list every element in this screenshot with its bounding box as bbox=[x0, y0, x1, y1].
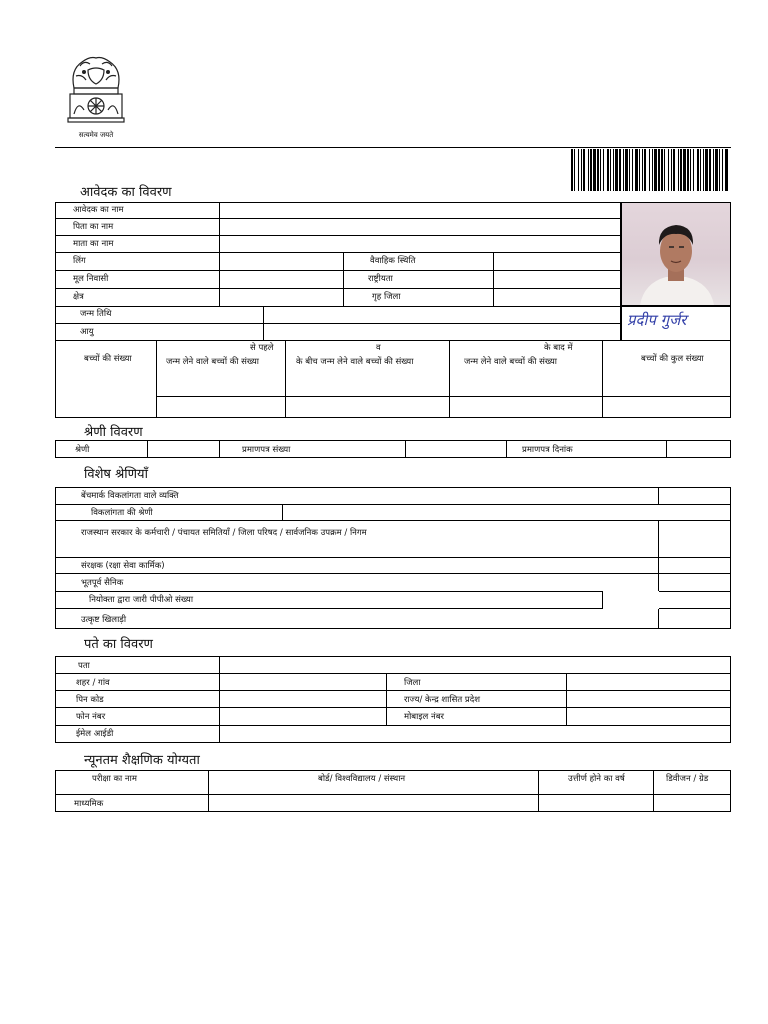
cert-date-label: प्रमाणपत्र दिनांक bbox=[522, 445, 573, 455]
col-divider bbox=[666, 440, 667, 458]
barcode-bar bbox=[593, 149, 596, 191]
national-emblem-icon bbox=[60, 48, 132, 143]
row-dob bbox=[55, 306, 621, 324]
dob-label: जन्म तिथि bbox=[80, 309, 112, 319]
barcode-icon bbox=[570, 149, 730, 191]
father-label: पिता का नाम bbox=[73, 222, 114, 232]
row-mother bbox=[55, 235, 621, 253]
barcode-bar bbox=[613, 149, 614, 191]
col-divider bbox=[405, 440, 406, 458]
barcode-bar bbox=[661, 149, 663, 191]
barcode-bar bbox=[639, 149, 640, 191]
category-section-title: श्रेणी विवरण bbox=[84, 425, 143, 440]
row-age bbox=[55, 323, 621, 341]
barcode-bar bbox=[615, 149, 618, 191]
col-divider bbox=[602, 340, 603, 418]
email-label: ईमेल आईडी bbox=[76, 729, 114, 739]
col-divider bbox=[156, 340, 157, 418]
barcode-bar bbox=[642, 149, 643, 191]
home-district-label: गृह जिला bbox=[372, 292, 401, 302]
barcode-bar bbox=[578, 149, 579, 191]
barcode-bar bbox=[583, 149, 585, 191]
barcode-bar bbox=[623, 149, 624, 191]
barcode-bar bbox=[588, 149, 589, 191]
header-divider bbox=[55, 147, 731, 148]
row-father bbox=[55, 218, 621, 236]
barcode-bar bbox=[574, 149, 575, 191]
edu-col-board: बोर्ड/ विश्वविद्यालय / संस्थान bbox=[318, 774, 406, 784]
children-count-label: बच्चों की संख्या bbox=[84, 354, 132, 364]
barcode-bar bbox=[715, 149, 718, 191]
children-between-top: व bbox=[376, 343, 381, 353]
barcode-bar bbox=[610, 149, 611, 191]
edu-col-division: डिवीजन / ग्रेड bbox=[666, 774, 709, 784]
barcode-bar bbox=[658, 149, 660, 191]
barcode-bar bbox=[600, 149, 601, 191]
col-divider bbox=[219, 252, 344, 307]
row-name bbox=[55, 202, 621, 219]
barcode-bar bbox=[703, 149, 704, 191]
barcode-bar bbox=[693, 149, 694, 191]
children-after-label: जन्म लेने वाले बच्चों की संख्या bbox=[464, 357, 558, 367]
special-row-7: उत्कृष्ट खिलाड़ी bbox=[81, 615, 127, 625]
barcode-bar bbox=[581, 149, 582, 191]
col-divider bbox=[653, 770, 654, 812]
applicant-signature: प्रदीप गुर्जर bbox=[627, 311, 687, 329]
barcode-bar bbox=[597, 149, 599, 191]
special-row-6: नियोक्ता द्वारा जारी पीपीओ संख्या bbox=[89, 595, 194, 605]
barcode-bar bbox=[619, 149, 621, 191]
barcode-bar bbox=[654, 149, 657, 191]
barcode-bar bbox=[683, 149, 686, 191]
ppo-value-cell bbox=[602, 591, 659, 609]
barcode-bar bbox=[680, 149, 682, 191]
col-divider bbox=[449, 340, 450, 418]
barcode-bar bbox=[652, 149, 653, 191]
region-label: क्षेत्र bbox=[73, 292, 84, 302]
state-label: राज्य/ केन्द्र शासित प्रदेश bbox=[404, 695, 481, 705]
barcode-bar bbox=[590, 149, 592, 191]
children-after-top: के बाद में bbox=[544, 343, 573, 353]
barcode-bar bbox=[671, 149, 672, 191]
barcode-bar bbox=[722, 149, 723, 191]
children-between-label: के बीच जन्म लेने वाले बच्चों की संख्या bbox=[296, 357, 414, 367]
children-total-label: बच्चों की कुल संख्या bbox=[641, 354, 704, 364]
col-divider bbox=[219, 656, 220, 743]
barcode-bar bbox=[603, 149, 604, 191]
barcode-bar bbox=[719, 149, 720, 191]
cert-no-label: प्रमाणपत्र संख्या bbox=[242, 445, 291, 455]
pin-label: पिन कोड bbox=[76, 695, 104, 705]
barcode-bar bbox=[571, 149, 573, 191]
barcode-bar bbox=[705, 149, 708, 191]
barcode-bar bbox=[709, 149, 711, 191]
address-label: पता bbox=[78, 661, 90, 671]
col-divider bbox=[263, 306, 264, 341]
barcode-bar bbox=[664, 149, 665, 191]
special-row-3: राजस्थान सरकार के कर्मचारी / पंचायत समितियाँ / जिला परिषद / सार्वजनिक उपक्रम / निगम bbox=[81, 528, 367, 538]
col-divider bbox=[147, 440, 220, 458]
barcode-bar bbox=[678, 149, 679, 191]
barcode-bar bbox=[697, 149, 699, 191]
children-before-top: से पहले bbox=[250, 343, 274, 353]
col-divider bbox=[538, 770, 539, 812]
edu-col-exam: परीक्षा का नाम bbox=[92, 774, 137, 784]
nationality-label: राष्ट्रीयता bbox=[368, 274, 393, 284]
mobile-label: मोबाइल नंबर bbox=[404, 712, 445, 722]
barcode-bar bbox=[607, 149, 609, 191]
district-label: जिला bbox=[404, 678, 421, 688]
col-divider bbox=[506, 440, 507, 458]
children-row-divider bbox=[156, 396, 731, 397]
address-section-title: पते का विवरण bbox=[84, 637, 153, 652]
mother-label: माता का नाम bbox=[73, 239, 114, 249]
barcode-bar bbox=[668, 149, 669, 191]
emblem-motto: सत्यमेव जयते bbox=[78, 131, 114, 139]
barcode-bar bbox=[713, 149, 714, 191]
special-row bbox=[55, 504, 731, 521]
col-divider bbox=[658, 521, 659, 629]
children-before-label: जन्म लेने वाले बच्चों की संख्या bbox=[166, 357, 260, 367]
edu-col-year: उत्तीर्ण होने का वर्ष bbox=[568, 774, 625, 784]
special-row-1: बेंचमार्क विकलांगता वाले व्यक्ति bbox=[81, 491, 179, 501]
special-row-5: भूतपूर्व सैनिक bbox=[81, 578, 124, 588]
domicile-label: मूल निवासी bbox=[73, 274, 109, 284]
barcode-bar bbox=[673, 149, 675, 191]
col-divider bbox=[208, 770, 209, 812]
education-section-title: न्यूनतम शैक्षणिक योग्यता bbox=[84, 753, 200, 768]
barcode-bar bbox=[725, 149, 728, 191]
col-divider bbox=[493, 252, 494, 307]
barcode-bar bbox=[632, 149, 633, 191]
gender-label: लिंग bbox=[73, 256, 86, 266]
applicant-section-title: आवेदक का विवरण bbox=[80, 185, 172, 200]
edu-row-exam: माध्यमिक bbox=[74, 799, 104, 809]
barcode-bar bbox=[625, 149, 628, 191]
col-divider bbox=[285, 340, 286, 418]
age-label: आयु bbox=[80, 327, 94, 337]
name-label: आवेदक का नाम bbox=[73, 205, 124, 215]
phone-label: फोन नंबर bbox=[76, 712, 106, 722]
category-label: श्रेणी bbox=[75, 445, 90, 455]
barcode-bar bbox=[649, 149, 650, 191]
barcode-bar bbox=[644, 149, 646, 191]
barcode-bar bbox=[635, 149, 638, 191]
barcode-bar bbox=[687, 149, 689, 191]
col-divider bbox=[658, 487, 659, 505]
city-label: शहर / गांव bbox=[76, 678, 110, 688]
barcode-bar bbox=[700, 149, 701, 191]
special-row-2: विकलांगता की श्रेणी bbox=[91, 508, 153, 518]
col-divider bbox=[282, 504, 283, 521]
barcode-bar bbox=[629, 149, 630, 191]
barcode-bar bbox=[690, 149, 691, 191]
special-row-4: संरक्षक (रक्षा सेवा कार्मिक) bbox=[81, 561, 165, 571]
education-row-divider bbox=[55, 794, 731, 795]
marital-label: वैवाहिक स्थिति bbox=[370, 256, 416, 266]
person-photo-icon bbox=[622, 203, 730, 305]
special-section-title: विशेष श्रेणियाँ bbox=[84, 467, 148, 482]
applicant-photo bbox=[621, 202, 731, 306]
